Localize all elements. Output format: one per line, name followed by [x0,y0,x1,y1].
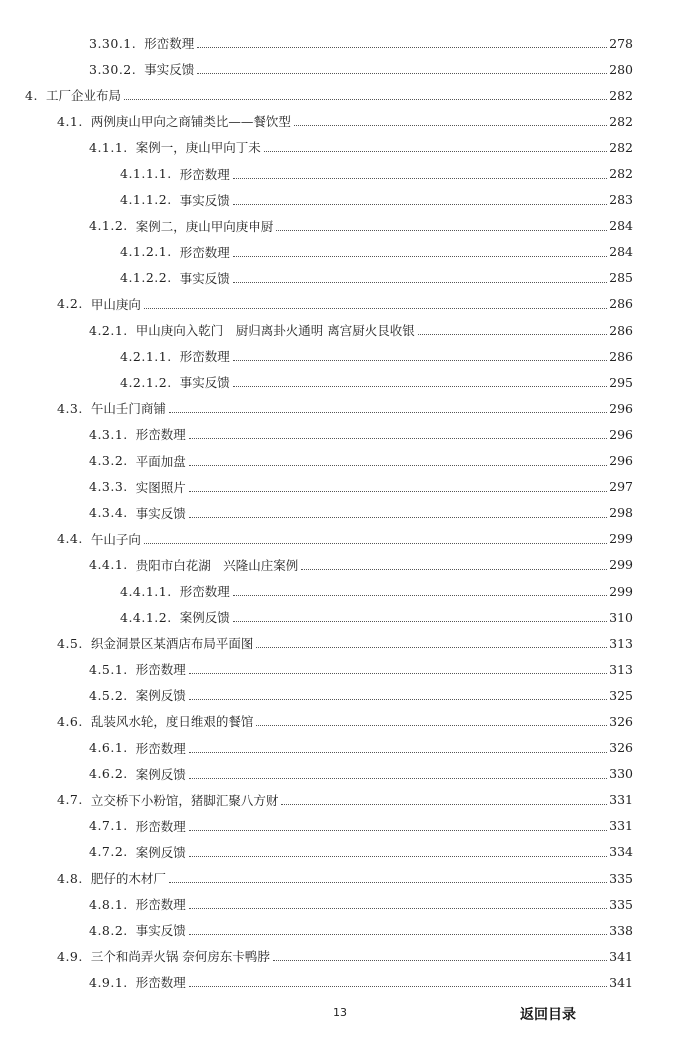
toc-entry[interactable] [0,708,680,734]
toc-entry-number: 4.2.1. [89,322,128,338]
toc-entry-page: 278 [609,35,633,51]
toc-entry-page: 341 [609,948,633,964]
toc-entry[interactable] [0,813,680,839]
dot-leader [189,698,607,700]
dot-leader [233,620,607,622]
toc-entry-number: 4.3.4. [89,505,128,521]
toc-entry[interactable] [0,761,680,787]
toc-entry-page: 326 [609,713,633,729]
toc-entry[interactable] [0,943,680,969]
toc-entry[interactable] [0,735,680,761]
toc-entry-title: 形峦数理 [135,740,186,756]
toc-entry-page: 299 [609,583,633,599]
toc-entry-page: 285 [609,270,633,286]
toc-entry-page: 282 [609,139,633,155]
dot-leader [233,177,607,179]
toc-entry-page: 310 [609,609,633,625]
toc-entry-title: 乱装风水轮，度日维艰的餐馆 [90,714,254,730]
toc-entry-number: 4.3.2. [89,453,128,469]
toc-entry[interactable] [0,30,680,56]
toc-entry-number: 4.1.2.2. [120,270,172,286]
toc-entry-page: 282 [609,87,633,103]
toc-entry-number: 4.1. [57,113,83,129]
toc-entry-page: 297 [609,479,633,495]
toc-entry-page: 313 [609,661,633,677]
dot-leader [189,516,607,518]
toc-entry-page: 284 [609,244,633,260]
toc-entry-page: 295 [609,374,633,390]
toc-entry-title: 平面加盘 [135,453,186,469]
toc-entry-title: 形峦数理 [144,36,195,52]
toc-entry[interactable] [0,656,680,682]
toc-entry-title: 工厂企业布局 [45,88,121,104]
toc-entry-page: 331 [609,792,633,808]
toc-entry-title: 肥仔的木材厂 [90,871,166,887]
toc-entry-title: 案例反馈 [179,610,230,626]
dot-leader [189,855,607,857]
toc-entry[interactable] [0,552,680,578]
toc-entry-page: 298 [609,505,633,521]
dot-leader [294,124,607,126]
toc-entry[interactable] [0,343,680,369]
toc-entry-number: 4.1.2. [89,218,128,234]
dot-leader [418,333,607,335]
toc-entry-title: 事实反馈 [179,270,230,286]
toc-entry-title: 甲山庚向 [90,296,141,312]
toc-entry-title: 案例反馈 [135,766,186,782]
dot-leader [124,98,607,100]
toc-entry-number: 4.2. [57,296,83,312]
toc-entry[interactable] [0,395,680,421]
toc-entry[interactable] [0,187,680,213]
toc-entry[interactable] [0,213,680,239]
toc-entry-number: 4.7.1. [89,818,128,834]
toc-entry-title: 事实反馈 [179,375,230,391]
dot-leader [189,672,607,674]
table-of-contents [0,30,680,995]
toc-entry-title: 织金洞景区某酒店布局平面图 [90,636,254,652]
toc-entry[interactable] [0,630,680,656]
dot-leader [233,359,607,361]
dot-leader [256,646,607,648]
toc-entry-page: 296 [609,453,633,469]
toc-entry-number: 4.6.1. [89,740,128,756]
toc-entry[interactable] [0,969,680,995]
dot-leader [144,307,607,309]
toc-entry-title: 形峦数理 [179,166,230,182]
toc-entry[interactable] [0,604,680,630]
toc-entry-page: 326 [609,740,633,756]
dot-leader [189,985,607,987]
toc-entry-number: 4.5.2. [89,687,128,703]
toc-entry-title: 形峦数理 [135,975,186,991]
toc-entry-number: 4.4. [57,531,83,547]
toc-entry-title: 两例庚山甲向之商铺类比——餐饮型 [90,114,291,130]
dot-leader [189,933,607,935]
toc-entry-number: 4. [25,87,38,103]
dot-leader [301,568,607,570]
dot-leader [233,281,607,283]
toc-entry[interactable] [0,421,680,447]
toc-entry-title: 事实反馈 [135,505,186,521]
toc-entry-title: 案例反馈 [135,688,186,704]
toc-entry[interactable] [0,787,680,813]
dot-leader [189,777,607,779]
toc-entry[interactable] [0,682,680,708]
toc-entry-number: 4.7. [57,792,83,808]
toc-entry-number: 4.2.1.1. [120,348,172,364]
toc-entry-number: 4.6.2. [89,766,128,782]
toc-entry[interactable] [0,891,680,917]
dot-leader [189,437,607,439]
toc-entry[interactable] [0,917,680,943]
toc-entry-title: 贵阳市白花湖 兴隆山庄案例 [135,557,299,573]
toc-entry-number: 4.7.2. [89,844,128,860]
dot-leader [144,542,607,544]
toc-entry-number: 4.5.1. [89,661,128,677]
toc-entry-number: 4.8.1. [89,896,128,912]
toc-entry[interactable] [0,56,680,82]
toc-entry-page: 335 [609,870,633,886]
toc-entry-number: 4.1.1.2. [120,192,172,208]
toc-entry-number: 4.9. [57,948,83,964]
toc-entry-page: 330 [609,766,633,782]
toc-entry-title: 形峦数理 [135,818,186,834]
toc-entry-page: 338 [609,922,633,938]
toc-entry-number: 4.2.1.2. [120,374,172,390]
toc-entry-page: 286 [609,322,633,338]
dot-leader [169,411,607,413]
dot-leader [233,255,607,257]
toc-entry-page: 282 [609,166,633,182]
toc-entry-number: 4.5. [57,635,83,651]
toc-entry-page: 341 [609,974,633,990]
toc-entry-title: 事实反馈 [135,923,186,939]
toc-entry[interactable] [0,448,680,474]
dot-leader [276,229,607,231]
toc-entry-page: 280 [609,61,633,77]
toc-entry[interactable] [0,578,680,604]
dot-leader [233,385,607,387]
toc-entry-title: 事实反馈 [179,192,230,208]
toc-entry-page: 283 [609,192,633,208]
toc-entry-number: 4.4.1.2. [120,609,172,625]
toc-entry-page: 325 [609,687,633,703]
toc-entry-page: 334 [609,844,633,860]
toc-entry[interactable] [0,82,680,108]
toc-entry-title: 三个和尚弄火锅 奈何房东卡鸭脖 [90,949,270,965]
toc-entry-title: 形峦数理 [135,662,186,678]
toc-entry-page: 284 [609,218,633,234]
toc-entry-title: 午山壬门商铺 [90,401,166,417]
toc-entry-page: 335 [609,896,633,912]
dot-leader [189,490,607,492]
toc-entry-page: 299 [609,531,633,547]
toc-entry-number: 4.8. [57,870,83,886]
toc-entry[interactable] [0,108,680,134]
dot-leader [264,150,607,152]
toc-entry-number: 3.30.2. [89,61,137,77]
dot-leader [189,829,607,831]
dot-leader [169,881,607,883]
toc-entry-number: 4.6. [57,713,83,729]
toc-entry[interactable] [0,265,680,291]
toc-entry-page: 331 [609,818,633,834]
back-to-contents-link[interactable]: 返回目录 [520,1007,576,1023]
toc-entry-page: 313 [609,635,633,651]
toc-entry[interactable] [0,134,680,160]
toc-entry-page: 286 [609,296,633,312]
dot-leader [189,907,607,909]
toc-entry-title: 甲山庚向入乾门 厨归离卦火通明 离宫厨火艮收银 [135,323,415,339]
toc-entry-number: 4.4.1.1. [120,583,172,599]
toc-entry-title: 形峦数理 [135,897,186,913]
toc-entry-title: 案例一，庚山甲向丁未 [135,140,261,156]
toc-entry-title: 事实反馈 [144,62,195,78]
toc-entry[interactable] [0,474,680,500]
toc-entry[interactable] [0,160,680,186]
toc-entry-title: 午山子向 [90,531,141,547]
toc-entry-number: 4.8.2. [89,922,128,938]
toc-entry-page: 282 [609,113,633,129]
dot-leader [233,594,607,596]
toc-entry-number: 4.9.1. [89,974,128,990]
toc-entry-page: 286 [609,348,633,364]
toc-entry-title: 形峦数理 [179,244,230,260]
toc-entry-number: 4.3.1. [89,426,128,442]
toc-entry[interactable] [0,526,680,552]
toc-entry[interactable] [0,500,680,526]
toc-entry-number: 4.4.1. [89,557,128,573]
toc-entry-title: 实图照片 [135,479,186,495]
toc-entry-page: 296 [609,426,633,442]
toc-entry-title: 形峦数理 [179,584,230,600]
toc-entry[interactable] [0,839,680,865]
toc-entry[interactable] [0,239,680,265]
toc-entry-title: 形峦数理 [179,349,230,365]
toc-entry-number: 3.30.1. [89,35,137,51]
toc-entry[interactable] [0,369,680,395]
toc-entry-title: 案例二，庚山甲向庚申厨 [135,218,274,234]
toc-entry-number: 4.3. [57,400,83,416]
toc-entry-title: 形峦数理 [135,427,186,443]
toc-entry-number: 4.1.1.1. [120,166,172,182]
toc-entry-page: 299 [609,557,633,573]
toc-entry-number: 4.1.1. [89,139,128,155]
toc-entry-title: 案例反馈 [135,844,186,860]
dot-leader [197,46,607,48]
page-number: 13 [333,1006,347,1019]
dot-leader [233,203,607,205]
dot-leader [197,72,607,74]
toc-entry-number: 4.1.2.1. [120,244,172,260]
toc-entry[interactable] [0,291,680,317]
toc-entry[interactable] [0,865,680,891]
dot-leader [256,724,607,726]
toc-entry[interactable] [0,317,680,343]
toc-entry-number: 4.3.3. [89,479,128,495]
dot-leader [189,751,607,753]
toc-entry-page: 296 [609,400,633,416]
dot-leader [189,464,607,466]
dot-leader [281,803,607,805]
toc-entry-title: 立交桥下小粉馆，猪脚汇聚八方财 [90,792,279,808]
dot-leader [273,959,607,961]
